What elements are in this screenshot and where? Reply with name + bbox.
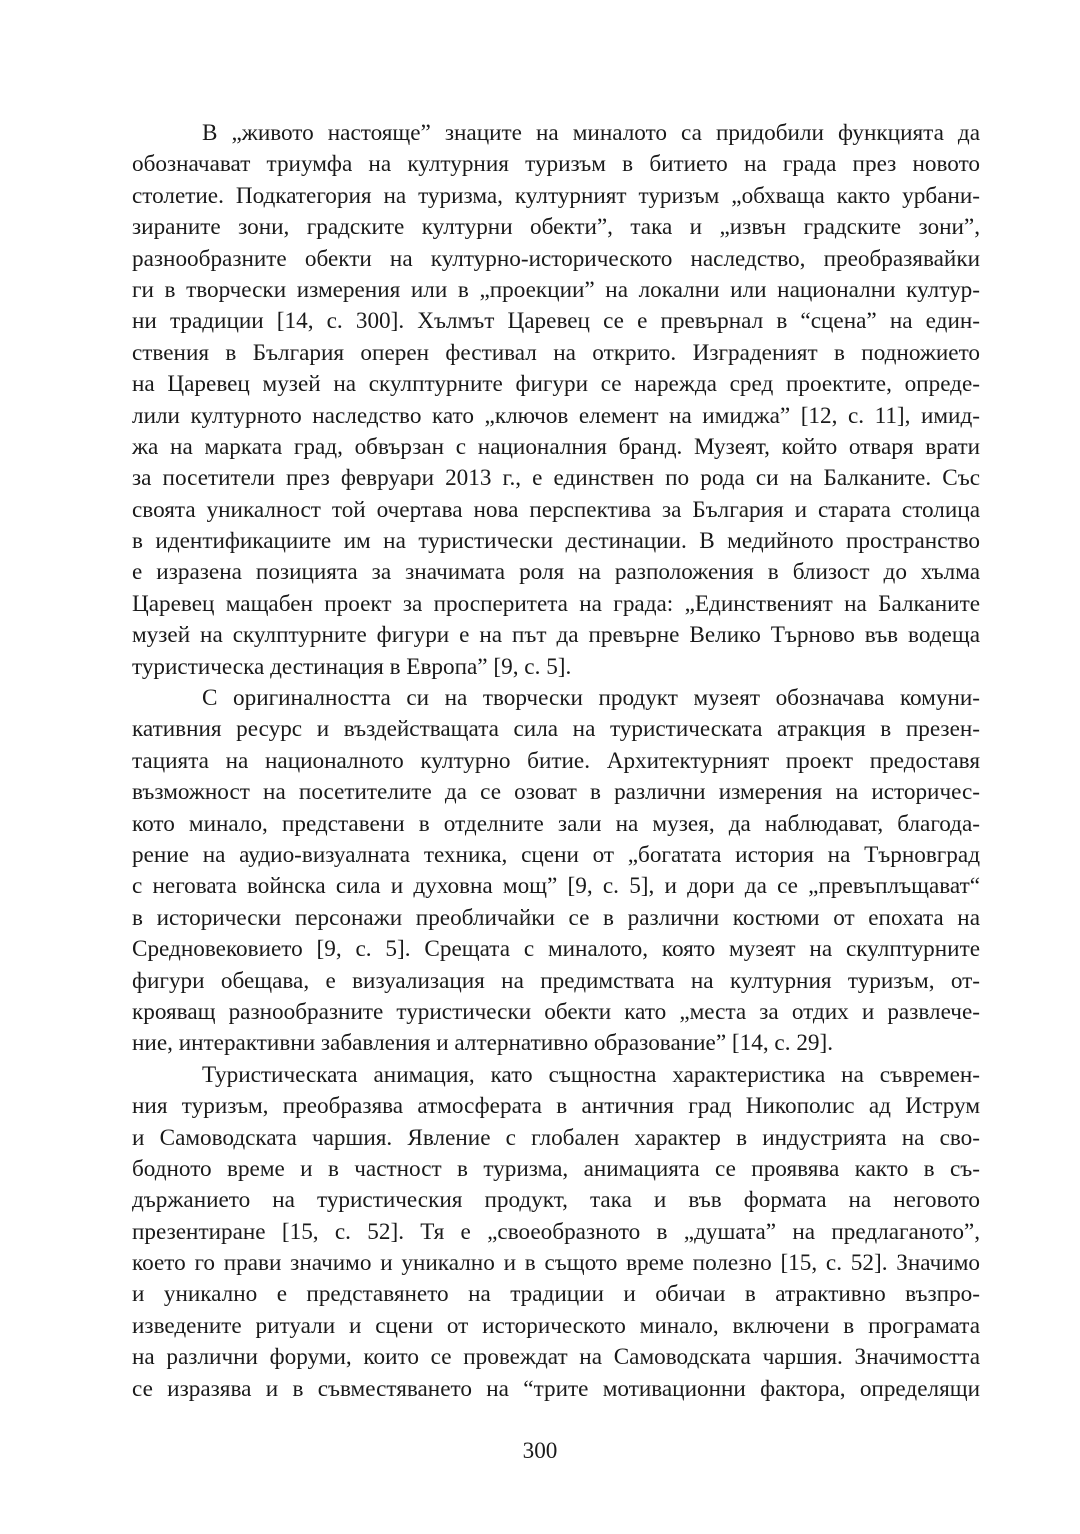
paragraph-1 xyxy=(132,118,980,683)
text-line: ние, интерактивни забавления и алтернативно образование” [14, с. 29]. xyxy=(132,1030,834,1057)
text-line: рение на аудио-визуалната техника, сцени от „богатата история на Търновград xyxy=(132,841,980,868)
text-line: зираните зони, градските културни обекти”, така и „извън градските зони”, xyxy=(132,214,980,241)
text-line: крояващ разнообразните туристически обекти като „места за отдих и развлече- xyxy=(132,998,980,1025)
text-line: Туристическата анимация, като същностна характеристика на съвремен- xyxy=(202,1061,980,1088)
text-line: ния туризъм, преобразява атмосферата в античния град Никополис ад Иструм xyxy=(132,1093,980,1120)
text-line: обозначават триумфа на културния туризъм в битието на града през новото xyxy=(132,151,980,178)
text-line: фигури обещава, е визуализация на предимствата на културния туризъм, от- xyxy=(132,967,980,994)
text-line: кативния ресурс и въздействащата сила на туристическата атракция в презен- xyxy=(132,716,980,743)
text-line: тацията на националното културно битие. Архитектурният проект предоставя xyxy=(132,747,980,774)
text-line: музей на скулптурните фигури е на път да превърне Велико Търново във водеща xyxy=(132,622,980,649)
text-line: в исторически персонажи преобличайки се в различни костюми от епохата на xyxy=(132,904,980,931)
paragraph-2 xyxy=(132,683,980,1060)
body-text xyxy=(132,118,980,1405)
text-line: и Самоводската чаршия. Явление с глобален характер в индустрията на сво- xyxy=(132,1124,980,1151)
text-line: разнообразните обекти на културно-историческото наследство, преобразявайки xyxy=(132,245,980,272)
page-number: 300 xyxy=(522,1438,558,1464)
paragraph-3 xyxy=(132,1060,980,1405)
text-line: ги в творчески измерения или в „проекции” на локални или национални култур- xyxy=(132,276,980,303)
text-line: столетие. Подкатегория на туризма, културният туризъм „обхваща както урбани- xyxy=(132,182,980,209)
text-line: Средновековието [9, с. 5]. Срещата с миналото, която музеят на скулптурните xyxy=(132,936,980,963)
text-line: държанието на туристическия продукт, така и във формата на неговото xyxy=(132,1187,980,1214)
text-line: и уникално е представянето на традиции и обичаи в атрактивно възпро- xyxy=(132,1281,980,1308)
text-line: Царевец мащабен проект за просперитета на града: „Единственият на Балканите xyxy=(132,590,980,617)
text-line: в идентификациите им на туристически дестинации. В медийното пространство xyxy=(132,528,980,555)
text-line: лили културното наследство като „ключов елемент на имиджа” [12, с. 11], имид- xyxy=(132,402,980,429)
text-line: на различни форуми, които се провеждат на Самоводската чаршия. Значимостта xyxy=(132,1344,980,1371)
text-line: ствения в България оперен фестивал на открито. Изграденият в подножието xyxy=(132,339,980,366)
text-line: ни традиции [14, с. 300]. Хълмът Царевец се е превърнал в “сцена” на един- xyxy=(132,308,980,335)
text-line: бодното време и в частност в туризма, анимацията се проявява както в съ- xyxy=(132,1155,980,1182)
text-line: е изразена позицията за значимата роля на разположения в близост до хълма xyxy=(132,559,980,586)
text-line: презентиране [15, с. 52]. Тя е „своеобразното в „душата” на предлаганото”, xyxy=(132,1218,980,1245)
text-line: жа на марката град, обвързан с националния бранд. Музеят, който отваря врати xyxy=(132,433,980,460)
text-line: туристическа дестинация в Европа” [9, с. 5]. xyxy=(132,653,572,680)
text-line: с неговата войнска сила и духовна мощ” [9, с. 5], и дори да се „превъплъщават“ xyxy=(132,873,980,900)
text-line: В „живото настояще” знаците на миналото са придобили функцията да xyxy=(202,120,980,146)
text-line: се изразява и в съвместяването на “трите мотивационни фактора, определящи xyxy=(132,1375,980,1402)
text-line: което го прави значимо и уникално и в същото време полезно [15, с. 52]. Значимо xyxy=(132,1250,980,1277)
text-line: С оригиналността си на творчески продукт музеят обозначава комуни- xyxy=(202,685,980,712)
text-line: за посетители през февруари 2013 г., е единствен по рода си на Балканите. Със xyxy=(132,465,980,492)
text-line: кото минало, представени в отделните зали на музея, да наблюдават, благода- xyxy=(132,810,980,837)
text-line: на Царевец музей на скулптурните фигури се нарежда сред проектите, опреде- xyxy=(132,371,980,398)
text-line: своята уникалност той очертава нова перспектива за България и старата столица xyxy=(132,496,980,523)
text-line: възможност на посетителите да се озоват в различни измерения на историчес- xyxy=(132,779,980,806)
text-line: изведените ритуали и сцени от историческото минало, включени в програмата xyxy=(132,1312,980,1339)
